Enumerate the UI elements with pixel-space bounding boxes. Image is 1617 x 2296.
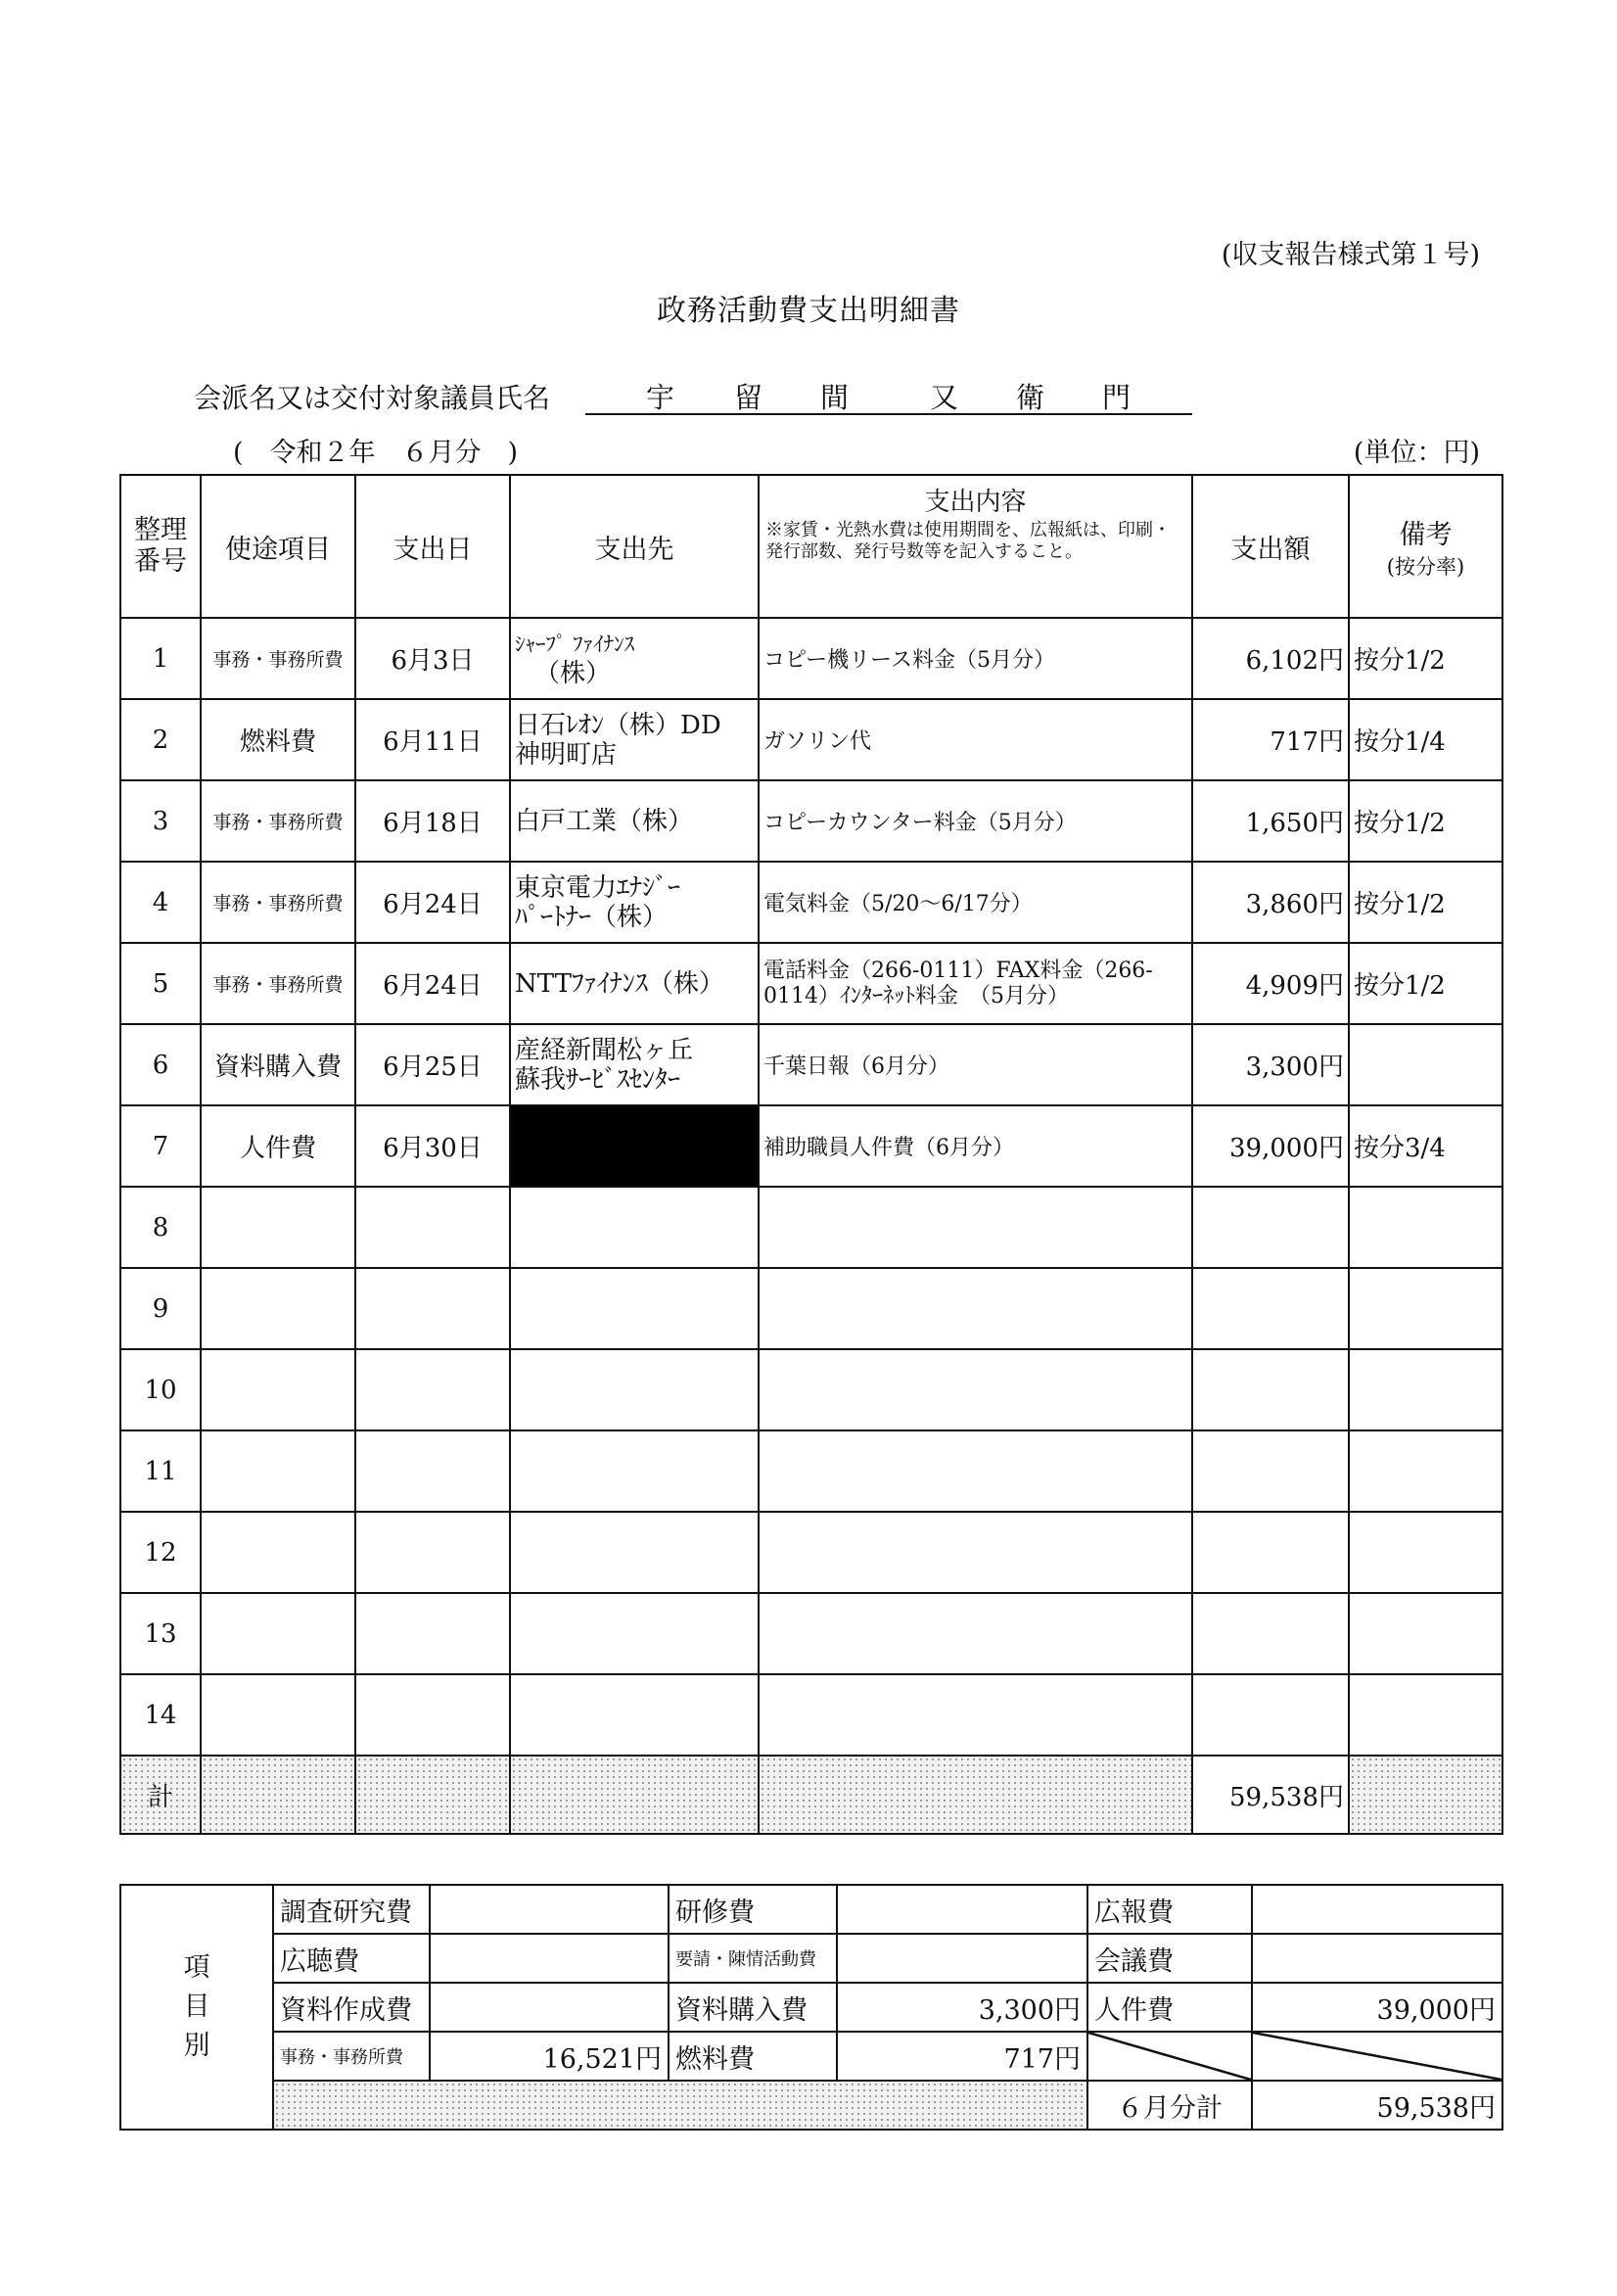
table-row-empty (120, 1674, 1502, 1756)
category-summary-table (119, 1884, 1503, 2131)
header-content-note: ※家賃・光熱水費は使用期間を、広報紙は、印刷・発行部数、発行号数等を記入すること。 (765, 520, 1171, 562)
row-content: 電気料金（5/20～6/17分） (759, 862, 1192, 943)
row-amount: 717円 (1192, 699, 1349, 780)
table-row (120, 862, 1502, 943)
row-amount: 39,000円 (1192, 1105, 1349, 1187)
row-no: 4 (120, 862, 201, 943)
row-no: 7 (120, 1105, 201, 1187)
row-content: コピー機リース料金（5月分） (759, 618, 1192, 699)
vendor-line: ｼｬｰﾌﾟ ﾌｧｲﾅﾝｽ (515, 632, 635, 656)
summary-row (120, 1885, 1502, 1934)
summary-row (120, 1934, 1502, 1983)
header-content-label: 支出内容 (924, 488, 1027, 517)
row-no: 10 (120, 1349, 201, 1430)
member-name-char: 間 (820, 381, 850, 414)
summary-label: 人件費 (1087, 1983, 1252, 2032)
summary-value (430, 1934, 669, 1983)
table-header-row (120, 475, 1502, 618)
row-vendor (510, 699, 759, 780)
vendor-line: 産経新聞松ヶ丘 (515, 1035, 694, 1065)
header-amount: 支出額 (1192, 475, 1349, 618)
total-amount: 59,538円 (1192, 1756, 1349, 1834)
row-no: 2 (120, 699, 201, 780)
vendor-line: 白戸工業（株） (515, 806, 694, 836)
row-category: 事務・事務所費 (201, 862, 355, 943)
summary-value: 39,000円 (1252, 1983, 1502, 2032)
row-date: 6月24日 (355, 862, 510, 943)
row-content: ガソリン代 (759, 699, 1192, 780)
total-label: 計 (120, 1756, 201, 1834)
document-title: 政務活動費支出明細書 (657, 294, 960, 328)
member-name-char: 宇 (646, 381, 675, 414)
row-no: 8 (120, 1187, 201, 1268)
row-no: 3 (120, 780, 201, 862)
row-vendor (510, 618, 759, 699)
row-content: コピーカウンター料金（5月分） (759, 780, 1192, 862)
summary-row (120, 1983, 1502, 2032)
table-row (120, 943, 1502, 1024)
table-row-empty (120, 1512, 1502, 1593)
summary-value: 717円 (837, 2032, 1087, 2081)
header-remarks (1349, 475, 1502, 618)
row-amount: 4,909円 (1192, 943, 1349, 1024)
table-row-empty (120, 1268, 1502, 1349)
row-content: 千葉日報（6月分） (759, 1024, 1192, 1105)
row-category: 事務・事務所費 (201, 618, 355, 699)
vendor-line: ﾊﾟｰﾄﾅｰ（株） (515, 902, 669, 932)
month-total-label: ６月分計 (1087, 2081, 1252, 2130)
side-label-char: 別 (183, 2031, 210, 2061)
summary-label: 会議費 (1087, 1934, 1252, 1983)
row-no: 5 (120, 943, 201, 1024)
row-date: 6月30日 (355, 1105, 510, 1187)
summary-value (837, 1885, 1087, 1934)
summary-label: 要請・陳情活動費 (669, 1934, 837, 1983)
row-content: 電話料金（266-0111）FAX料金（266-0114）ｲﾝﾀｰﾈｯﾄ料金 （5月分） (759, 943, 1192, 1024)
summary-value (1252, 1934, 1502, 1983)
summary-value: 16,521円 (430, 2032, 669, 2081)
table-row (120, 618, 1502, 699)
header-date: 支出日 (355, 475, 510, 618)
side-label-char: 目 (183, 1991, 210, 2022)
row-date: 6月24日 (355, 943, 510, 1024)
diagonal-cell (1087, 2032, 1252, 2081)
vendor-line: （株） (534, 658, 612, 688)
summary-value (1252, 1885, 1502, 1934)
side-label-char: 項 (183, 1952, 210, 1983)
summary-label: 燃料費 (669, 2032, 837, 2081)
form-number: (収支報告様式第１号) (1221, 240, 1480, 270)
row-no: 6 (120, 1024, 201, 1105)
month-total-value: 59,538円 (1252, 2081, 1502, 2130)
row-date: 6月25日 (355, 1024, 510, 1105)
row-no: 11 (120, 1430, 201, 1512)
expenditure-table (119, 474, 1503, 1835)
summary-label: 資料作成費 (273, 1983, 430, 2032)
vendor-line: NTTﾌｧｲﾅﾝｽ（株） (515, 968, 724, 999)
row-vendor (510, 1024, 759, 1105)
row-no: 9 (120, 1268, 201, 1349)
row-no: 1 (120, 618, 201, 699)
row-category: 事務・事務所費 (201, 943, 355, 1024)
row-remarks (1349, 1024, 1502, 1105)
summary-label: 広聴費 (273, 1934, 430, 1983)
row-category: 事務・事務所費 (201, 780, 355, 862)
report-period: ( 令和２年 ６月分 ) (233, 438, 519, 468)
member-name (585, 374, 1192, 415)
summary-label: 事務・事務所費 (273, 2032, 430, 2081)
vendor-line: 神明町店 (515, 739, 618, 770)
header-category: 使途項目 (201, 475, 355, 618)
table-row (120, 1024, 1502, 1105)
row-amount: 3,860円 (1192, 862, 1349, 943)
table-row-empty (120, 1187, 1502, 1268)
member-name-char: 留 (734, 381, 763, 414)
summary-label: 調査研究費 (273, 1885, 430, 1934)
row-remarks: 按分1/2 (1349, 780, 1502, 862)
row-remarks: 按分1/2 (1349, 862, 1502, 943)
summary-total-row (120, 2081, 1502, 2130)
row-remarks: 按分1/2 (1349, 943, 1502, 1024)
member-name-char: 門 (1102, 381, 1132, 414)
row-amount: 3,300円 (1192, 1024, 1349, 1105)
redacted-vendor (510, 1105, 759, 1187)
diagonal-cell (1252, 2032, 1502, 2081)
row-vendor (510, 780, 759, 862)
summary-label: 広報費 (1087, 1885, 1252, 1934)
header-no: 整理番号 (120, 475, 201, 618)
header-remarks-label: 備考 (1399, 519, 1453, 550)
row-vendor (510, 943, 759, 1024)
row-date: 6月3日 (355, 618, 510, 699)
table-row (120, 1105, 1502, 1187)
member-name-char: 衛 (1016, 381, 1045, 414)
row-vendor (510, 862, 759, 943)
summary-value: 3,300円 (837, 1983, 1087, 2032)
summary-row (120, 2032, 1502, 2081)
row-content: 補助職員人件費（6月分） (759, 1105, 1192, 1187)
vendor-line: 東京電力ｴﾅｼﾞｰ (515, 872, 681, 903)
row-date: 6月11日 (355, 699, 510, 780)
summary-side-label (120, 1885, 273, 2130)
row-no: 12 (120, 1512, 201, 1593)
unit-label: (単位：円) (1353, 438, 1480, 468)
table-row (120, 699, 1502, 780)
row-category: 燃料費 (201, 699, 355, 780)
row-amount: 1,650円 (1192, 780, 1349, 862)
summary-value (837, 1934, 1087, 1983)
total-row (120, 1756, 1502, 1834)
row-amount: 6,102円 (1192, 618, 1349, 699)
row-remarks: 按分1/2 (1349, 618, 1502, 699)
header-remarks-sub: (按分率) (1386, 554, 1465, 579)
member-label: 会派名又は交付対象議員氏名 (194, 382, 551, 414)
row-no: 13 (120, 1593, 201, 1674)
row-remarks: 按分3/4 (1349, 1105, 1502, 1187)
row-no: 14 (120, 1674, 201, 1756)
header-content (759, 475, 1192, 618)
vendor-line: 日石ﾚｵﾝ（株）DD (515, 710, 721, 740)
table-row-empty (120, 1430, 1502, 1512)
header-vendor: 支出先 (510, 475, 759, 618)
row-remarks: 按分1/4 (1349, 699, 1502, 780)
summary-value (430, 1983, 669, 2032)
table-row-empty (120, 1349, 1502, 1430)
stipple-area (273, 2081, 1087, 2130)
row-date: 6月18日 (355, 780, 510, 862)
table-row-empty (120, 1593, 1502, 1674)
summary-label: 資料購入費 (669, 1983, 837, 2032)
row-category: 資料購入費 (201, 1024, 355, 1105)
summary-value (430, 1885, 669, 1934)
vendor-line: 蘇我ｻｰﾋﾞｽｾﾝﾀｰ (515, 1064, 681, 1095)
member-name-char: 又 (930, 381, 959, 414)
row-category: 人件費 (201, 1105, 355, 1187)
table-row (120, 780, 1502, 862)
summary-label: 研修費 (669, 1885, 837, 1934)
